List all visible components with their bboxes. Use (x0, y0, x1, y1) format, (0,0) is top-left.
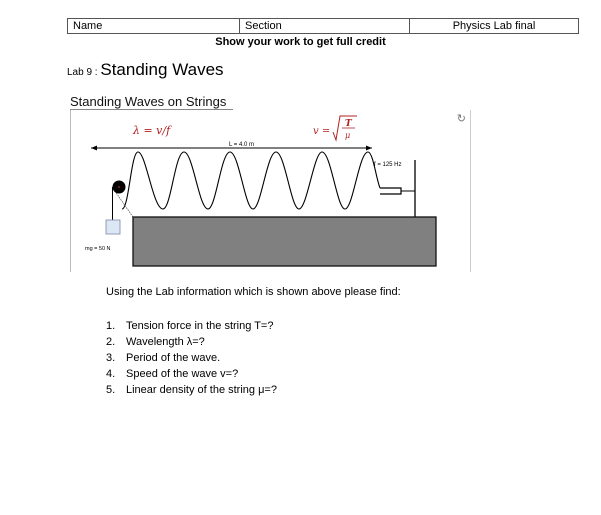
instruction-text: Show your work to get full credit (215, 36, 386, 48)
wavelength-formula: λ = v/f (133, 124, 171, 137)
question-item: 1. Tension force in the string T=? (106, 320, 274, 332)
frequency-label: f = 125 Hz (374, 162, 402, 168)
lab-name: Standing Waves (100, 60, 224, 79)
wave-diagram (71, 110, 471, 272)
hanging-mass (106, 220, 120, 234)
refresh-icon[interactable]: ↻ (456, 113, 466, 125)
question-item: 5. Linear density of the string μ=? (106, 384, 277, 396)
vibrator (380, 188, 401, 194)
arrow-right-icon (366, 146, 372, 151)
question-item: 2. Wavelength λ=? (106, 336, 205, 348)
questions-list (106, 318, 277, 398)
header-table (67, 18, 579, 34)
questions-intro: Using the Lab information which is shown above please find: (106, 286, 401, 298)
arrow-left-icon (91, 146, 97, 151)
speed-formula-lhs: v = (313, 126, 331, 137)
question-item: 3. Period of the wave. (106, 352, 221, 364)
standing-wave-simulation (70, 110, 471, 272)
name-field: Name (68, 19, 240, 33)
speed-formula-den: μ (345, 131, 351, 140)
standing-wave-string (122, 152, 380, 209)
course-label: Physics Lab final (452, 20, 536, 32)
section-field: Section (240, 19, 410, 33)
length-label: L = 4.0 m (229, 142, 254, 148)
weight-label: mg = 50 N (85, 246, 111, 252)
widget-title: Standing Waves on Strings (70, 94, 227, 109)
question-item: 4. Speed of the wave v=? (106, 368, 239, 380)
table-block (133, 217, 436, 266)
lab-number: Lab 9 : (67, 67, 101, 78)
lab-title (67, 60, 224, 80)
speed-formula-num: T (345, 119, 352, 129)
